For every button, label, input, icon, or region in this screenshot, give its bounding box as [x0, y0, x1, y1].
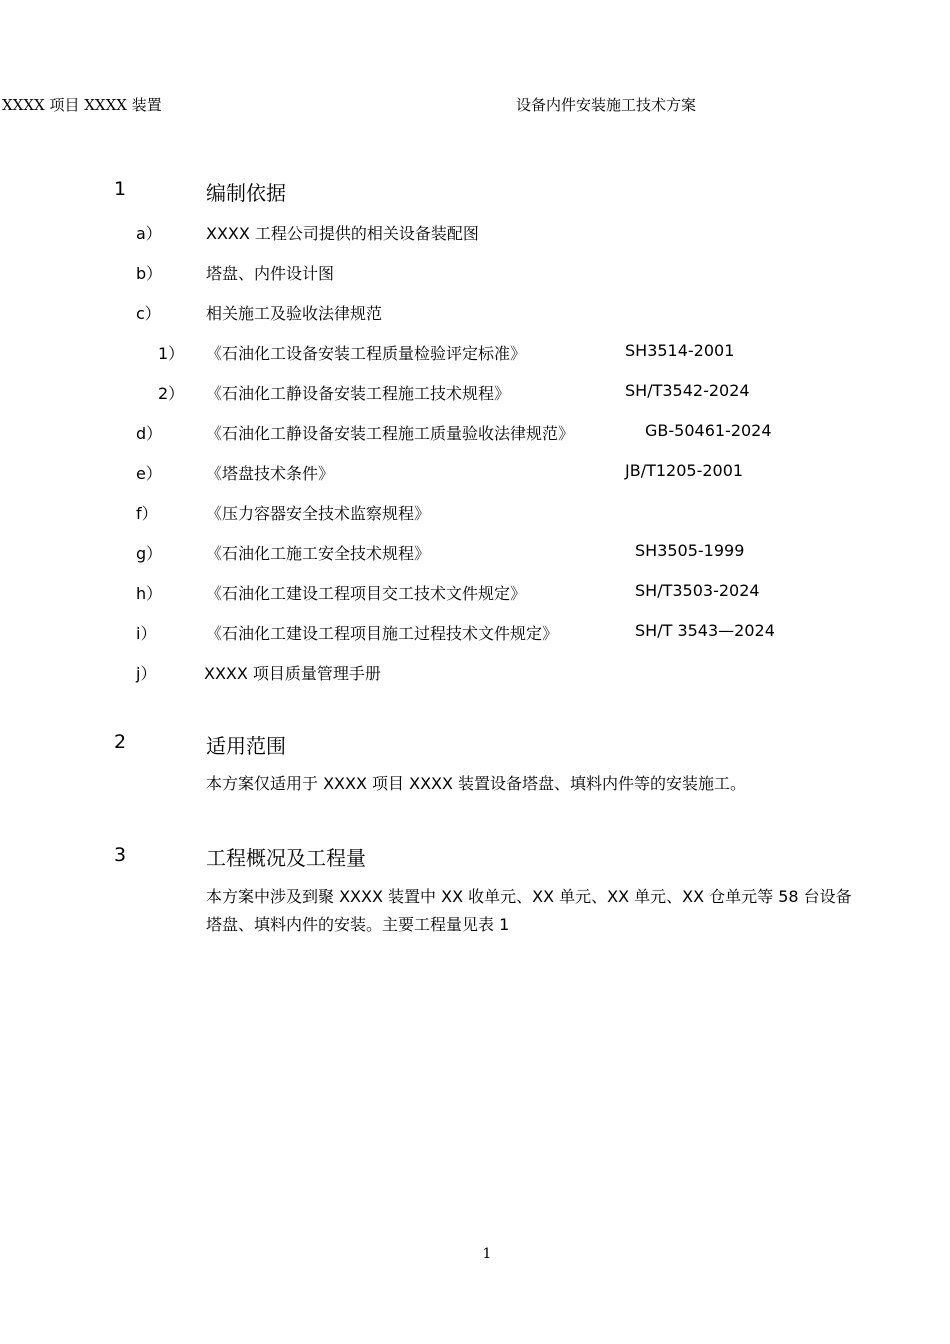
item-text: 《石油化工建设工程项目施工过程技术文件规定》	[206, 624, 559, 643]
section-2-title: 适用范围	[206, 734, 286, 758]
item-text: XXXX 工程公司提供的相关设备装配图	[206, 224, 479, 243]
item-text: 相关施工及验收法律规范	[206, 304, 383, 323]
reference-item-f	[0, 501, 800, 523]
item-code: SH/T3503-2024	[635, 581, 760, 600]
item-marker: c）	[136, 304, 161, 323]
item-text: 《压力容器安全技术监察规程》	[206, 504, 431, 523]
item-code: SH3514-2001	[625, 341, 735, 360]
reference-item-e	[0, 461, 800, 483]
item-marker: 1）	[158, 344, 185, 363]
item-marker: b）	[136, 264, 163, 283]
item-marker: j）	[136, 664, 157, 683]
item-marker: a）	[136, 224, 162, 243]
section-3-title: 工程概况及工程量	[206, 846, 366, 870]
reference-item-i	[0, 621, 800, 643]
item-text: 《石油化工静设备安装工程施工质量验收法律规范》	[206, 424, 575, 443]
item-code: JB/T1205-2001	[625, 461, 744, 480]
item-text: 塔盘、内件设计图	[206, 264, 335, 283]
section-1-number: 1	[114, 178, 127, 200]
section-3-number: 3	[114, 844, 127, 866]
reference-item-b	[0, 261, 800, 283]
section-2-body: 本方案仅适用于 XXXX 项目 XXXX 装置设备塔盘、填料内件等的安装施工。	[206, 774, 747, 793]
item-marker: d）	[136, 424, 163, 443]
section-2-number: 2	[114, 731, 127, 753]
reference-subitem-1	[0, 341, 800, 363]
item-code: SH/T 3543—2024	[635, 621, 775, 640]
reference-item-j	[0, 661, 800, 683]
item-code: GB-50461-2024	[645, 421, 772, 440]
item-code: SH/T3542-2024	[625, 381, 750, 400]
item-text: XXXX 项目质量管理手册	[204, 664, 381, 683]
reference-item-d	[0, 421, 800, 443]
item-marker: g）	[136, 544, 163, 563]
reference-subitem-2	[0, 381, 800, 403]
reference-item-c	[0, 301, 800, 323]
item-marker: i）	[136, 624, 157, 643]
item-marker: f）	[136, 504, 158, 523]
reference-item-g	[0, 541, 800, 563]
header-left-title: XXXX 项目 XXXX 装置	[2, 96, 162, 114]
item-text: 《石油化工静设备安装工程施工技术规程》	[206, 384, 511, 403]
item-text: 《石油化工建设工程项目交工技术文件规定》	[206, 584, 527, 603]
page-number: 1	[482, 1246, 492, 1262]
reference-item-h	[0, 581, 800, 603]
item-marker: e）	[136, 464, 162, 483]
item-text: 《塔盘技术条件》	[206, 464, 335, 483]
item-marker: h）	[136, 584, 163, 603]
item-text: 《石油化工设备安装工程质量检验评定标准》	[206, 344, 527, 363]
header-right-title: 设备内件安装施工技术方案	[516, 96, 697, 114]
reference-item-a	[0, 221, 800, 243]
item-code: SH3505-1999	[635, 541, 745, 560]
item-text: 《石油化工施工安全技术规程》	[206, 544, 431, 563]
section-1-title: 编制依据	[206, 181, 286, 205]
item-marker: 2）	[158, 384, 185, 403]
section-3-body: 本方案中涉及到聚 XXXX 装置中 XX 收单元、XX 单元、XX 单元、XX 仓单元等 58 台设备塔盘、填料内件的安装。主要工程量见表 1	[206, 887, 852, 934]
